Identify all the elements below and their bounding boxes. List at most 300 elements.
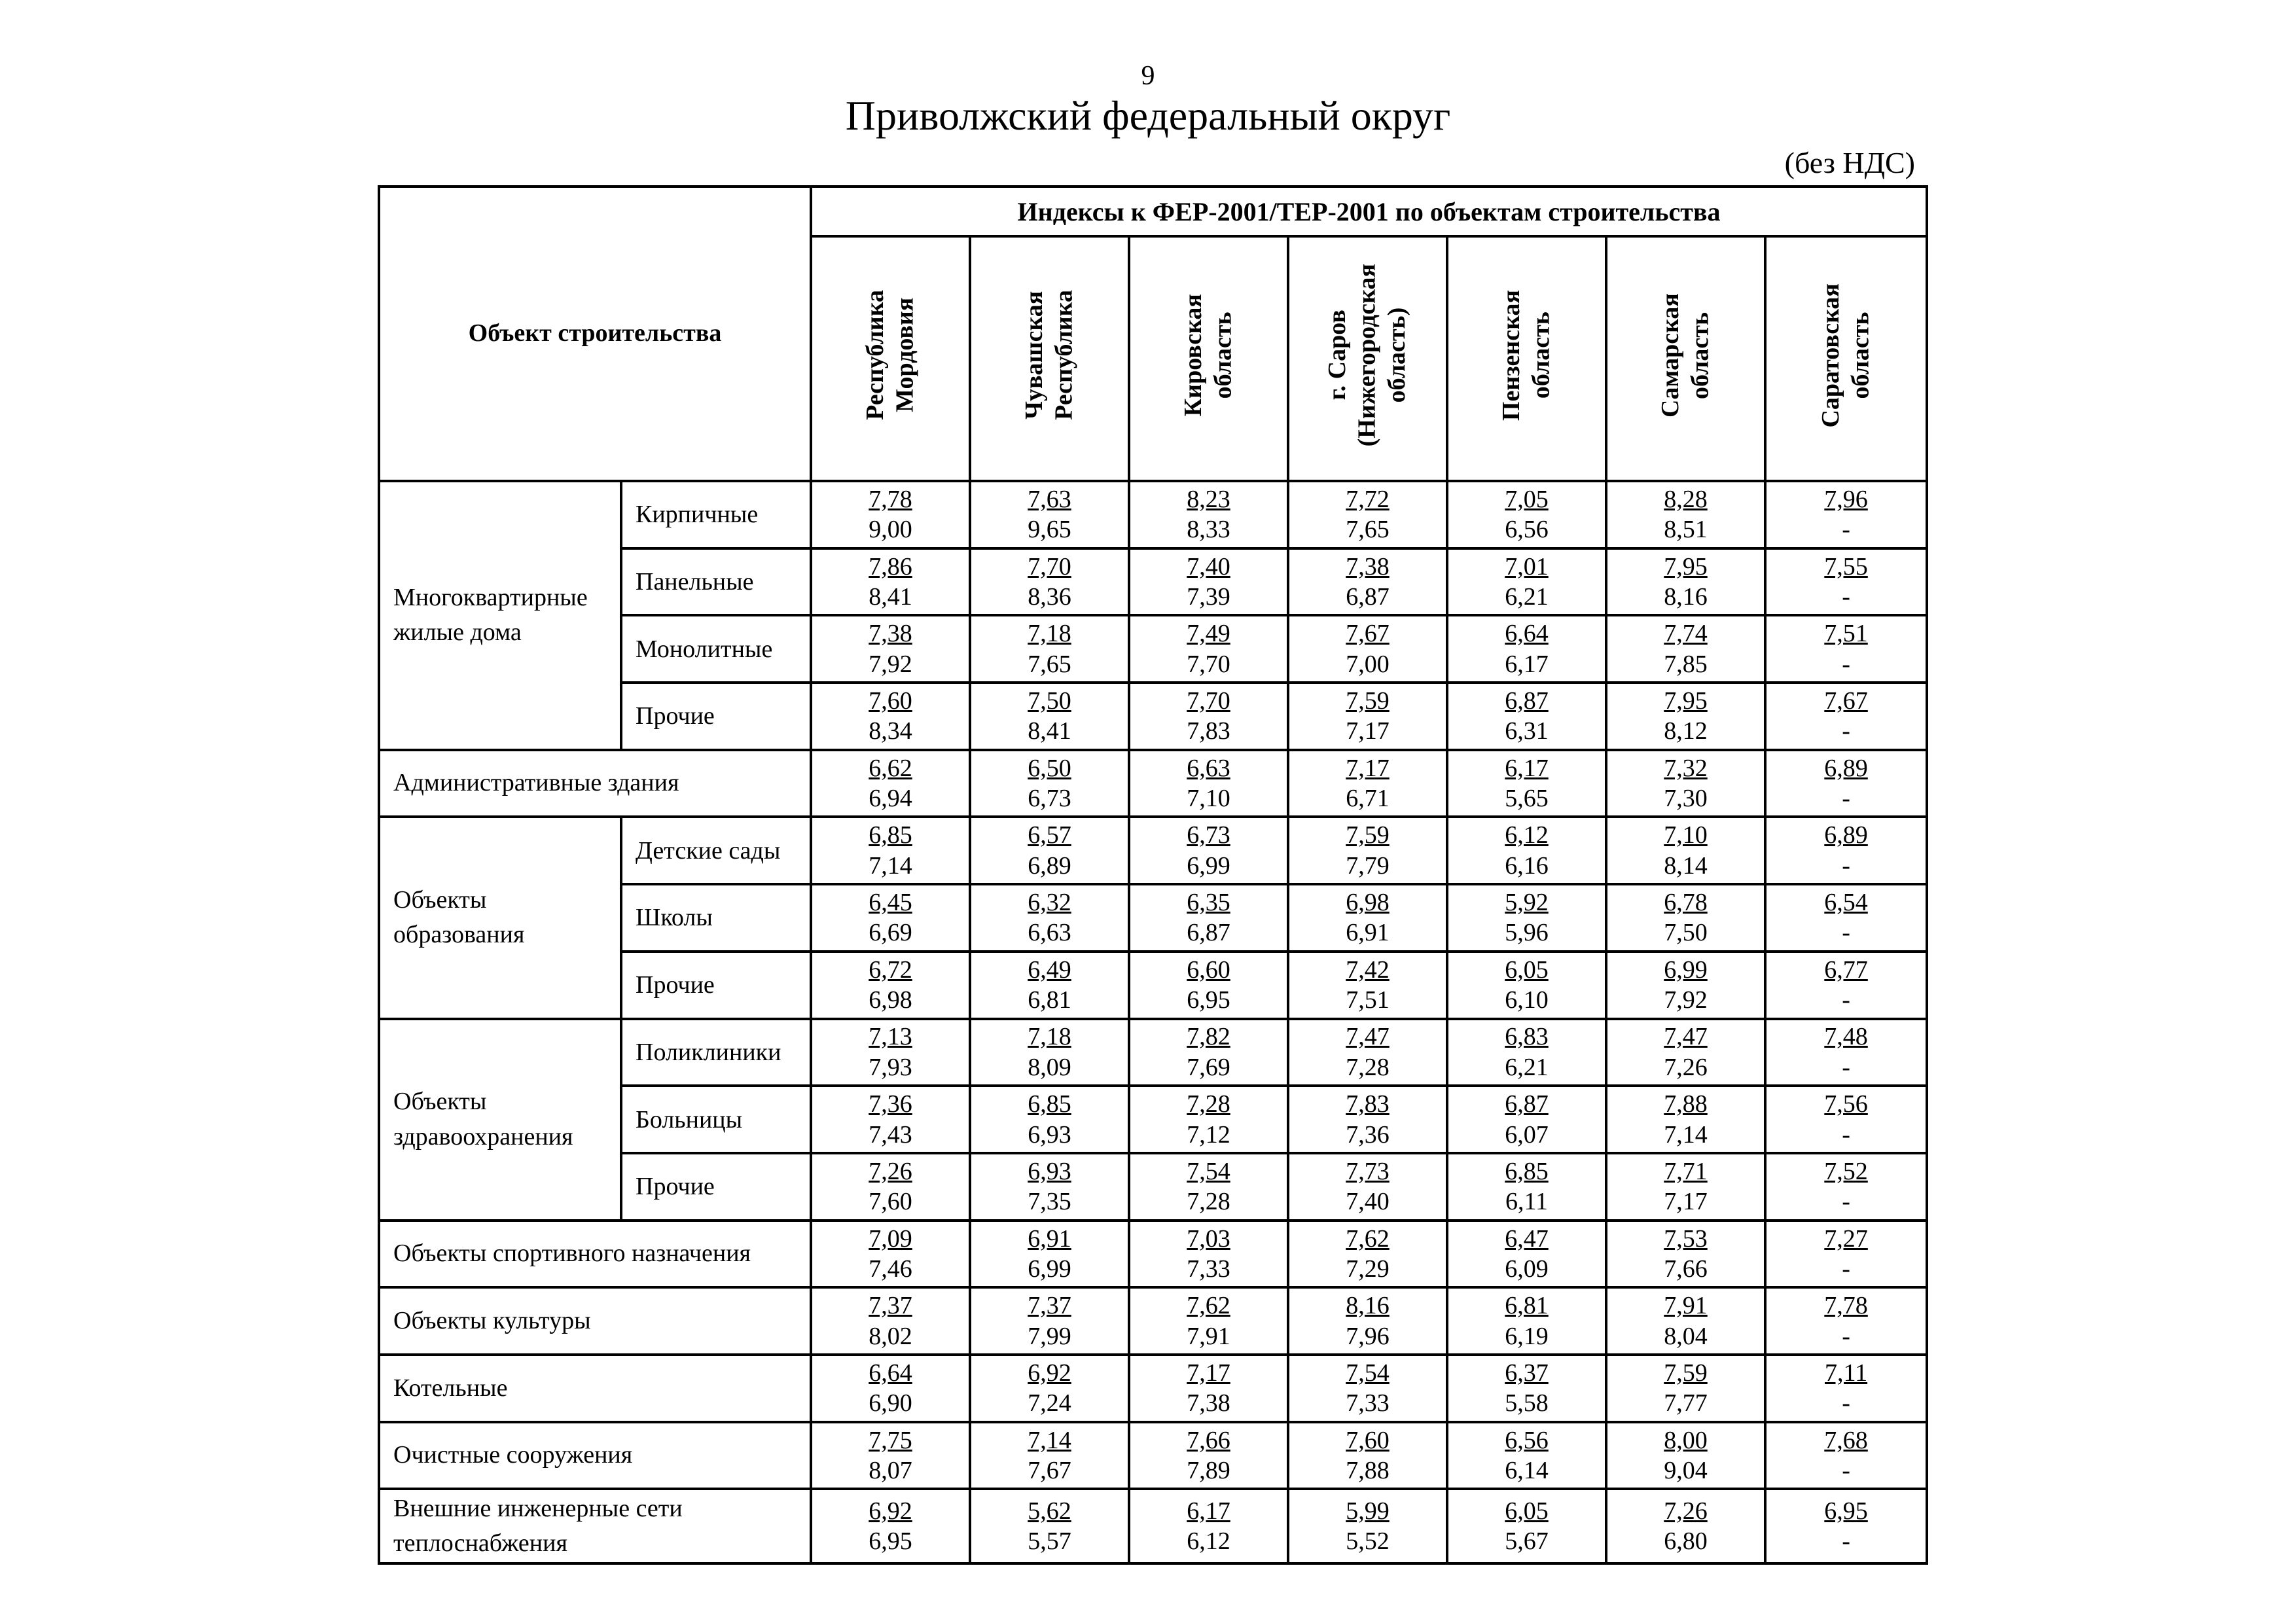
index-cell <box>1447 1153 1606 1221</box>
fer-value: 8,28 <box>1664 485 1708 513</box>
fer-value: 6,05 <box>1505 955 1549 984</box>
page-title: Приволжский федеральный округ <box>845 92 1451 139</box>
index-cell <box>1447 952 1606 1019</box>
ter-value: 6,10 <box>1505 986 1549 1014</box>
index-cell <box>970 1489 1129 1563</box>
region-header <box>970 236 1129 481</box>
fer-value: 7,62 <box>1346 1224 1390 1253</box>
index-cell <box>1129 1355 1288 1422</box>
region-name <box>1497 290 1556 421</box>
index-cell <box>1447 1221 1606 1288</box>
index-cell <box>1606 548 1765 616</box>
index-cell <box>1606 1019 1765 1086</box>
fer-value: 5,99 <box>1346 1497 1390 1525</box>
index-cell <box>811 750 970 817</box>
ter-value: 5,52 <box>1346 1527 1390 1556</box>
index-cell <box>811 481 970 548</box>
index-cell <box>970 817 1129 884</box>
fer-value: 7,67 <box>1824 687 1868 715</box>
index-cell <box>1288 1086 1447 1153</box>
region-name-line: г. Саров <box>1323 310 1352 401</box>
ter-value: 7,70 <box>1187 650 1230 678</box>
index-cell <box>1765 1221 1927 1288</box>
fer-value: 7,54 <box>1187 1157 1230 1185</box>
fer-value: 7,75 <box>869 1426 912 1454</box>
ter-value: 7,51 <box>1346 986 1390 1014</box>
fer-value: 7,82 <box>1187 1023 1230 1051</box>
index-cell <box>1447 1086 1606 1153</box>
fer-value: 7,83 <box>1346 1090 1390 1118</box>
region-name-line: область <box>1527 312 1555 399</box>
index-cell <box>811 615 970 683</box>
ter-value: - <box>1842 986 1850 1014</box>
ter-value: 6,14 <box>1505 1457 1549 1485</box>
index-cell <box>811 952 970 1019</box>
ter-value: 6,21 <box>1505 582 1549 611</box>
region-header <box>1288 236 1447 481</box>
ter-value: 7,77 <box>1664 1389 1708 1418</box>
ter-value: 7,17 <box>1346 717 1390 745</box>
index-cell <box>1129 1489 1288 1563</box>
table-row <box>379 817 1927 884</box>
region-name-line: Самарская <box>1656 293 1684 418</box>
ter-value: 8,34 <box>869 717 912 745</box>
ter-value: 7,88 <box>1346 1457 1390 1485</box>
index-cell <box>1765 1287 1927 1355</box>
fer-value: 7,47 <box>1346 1023 1390 1051</box>
category-label: Объекты образования <box>379 817 621 1018</box>
index-cell <box>970 884 1129 952</box>
index-cell <box>970 1355 1129 1422</box>
ter-value: - <box>1842 1527 1850 1556</box>
fer-value: 7,68 <box>1824 1426 1868 1454</box>
index-cell <box>1129 817 1288 884</box>
index-cell <box>1447 548 1606 616</box>
ter-value: 7,14 <box>869 851 912 880</box>
index-table <box>378 185 1928 1565</box>
index-cell <box>1288 1422 1447 1489</box>
fer-value: 7,42 <box>1346 955 1390 984</box>
ter-value: 5,57 <box>1028 1527 1071 1556</box>
index-cell <box>1606 1355 1765 1422</box>
table-row <box>379 1355 1927 1422</box>
ter-value: 7,99 <box>1028 1322 1071 1350</box>
fer-value: 7,72 <box>1346 485 1390 513</box>
index-cell <box>1129 481 1288 548</box>
ter-value: 6,87 <box>1187 919 1230 947</box>
ter-value: 8,51 <box>1664 516 1708 544</box>
index-cell <box>970 1086 1129 1153</box>
index-cell <box>1765 817 1927 884</box>
ter-value: - <box>1842 1255 1850 1283</box>
fer-value: 6,49 <box>1028 955 1071 984</box>
region-name-line: Кировская <box>1179 294 1207 417</box>
subcategory-label: Школы <box>621 884 811 952</box>
fer-value: 6,98 <box>1346 889 1390 917</box>
region-name-line: Республика <box>861 290 889 421</box>
fer-value: 6,87 <box>1505 1090 1549 1118</box>
fer-value: 6,77 <box>1824 955 1868 984</box>
index-cell <box>1288 683 1447 750</box>
ter-value: 6,56 <box>1505 516 1549 544</box>
ter-value: 7,36 <box>1346 1120 1390 1149</box>
ter-value: 7,17 <box>1664 1188 1708 1216</box>
region-name-line: область) <box>1383 308 1411 403</box>
fer-value: 6,45 <box>869 889 912 917</box>
fer-value: 6,73 <box>1187 821 1230 849</box>
index-cell <box>1288 1287 1447 1355</box>
ter-value: 7,33 <box>1346 1389 1390 1418</box>
category-label: Очистные сооружения <box>379 1422 811 1489</box>
vat-note: (без НДС) <box>1784 146 1915 179</box>
ter-value: - <box>1842 582 1850 611</box>
fer-value: 7,60 <box>869 687 912 715</box>
index-cell <box>1765 548 1927 616</box>
index-cell <box>1765 1019 1927 1086</box>
region-name-line: область <box>1846 312 1874 399</box>
fer-value: 6,57 <box>1028 821 1071 849</box>
ter-value: 7,39 <box>1187 582 1230 611</box>
fer-value: 7,28 <box>1187 1090 1230 1118</box>
fer-value: 6,47 <box>1505 1224 1549 1253</box>
index-cell <box>1447 1422 1606 1489</box>
index-cell <box>1288 548 1447 616</box>
index-cell <box>1765 1086 1927 1153</box>
category-label: Объекты спортивного назначения <box>379 1221 811 1288</box>
ter-value: 7,67 <box>1028 1457 1071 1485</box>
ter-value: 6,69 <box>869 919 912 947</box>
fer-value: 7,54 <box>1346 1359 1390 1387</box>
ter-value: 9,00 <box>869 516 912 544</box>
fer-value: 7,70 <box>1028 552 1071 580</box>
fer-value: 7,14 <box>1028 1426 1071 1454</box>
index-cell <box>1129 548 1288 616</box>
index-cell <box>1606 683 1765 750</box>
fer-value: 7,48 <box>1824 1023 1868 1051</box>
ter-value: 6,87 <box>1346 582 1390 611</box>
ter-value: 7,91 <box>1187 1322 1230 1350</box>
index-cell <box>1129 615 1288 683</box>
index-cell <box>970 1422 1129 1489</box>
fer-value: 7,53 <box>1664 1224 1708 1253</box>
index-cell <box>1447 750 1606 817</box>
fer-value: 7,10 <box>1664 821 1708 849</box>
ter-value: 6,90 <box>869 1389 912 1418</box>
subcategory-label: Прочие <box>621 1153 811 1221</box>
ter-value: 7,10 <box>1187 785 1230 813</box>
ter-value: 8,14 <box>1664 851 1708 880</box>
fer-value: 7,37 <box>1028 1292 1071 1320</box>
ter-value: 7,28 <box>1187 1188 1230 1216</box>
region-name <box>1816 283 1876 428</box>
fer-value: 7,60 <box>1346 1426 1390 1454</box>
fer-value: 7,09 <box>869 1224 912 1253</box>
index-cell <box>1129 1086 1288 1153</box>
index-cell <box>1447 884 1606 952</box>
index-cell <box>1606 750 1765 817</box>
index-cell <box>970 683 1129 750</box>
ter-value: 7,14 <box>1664 1120 1708 1149</box>
ter-value: 6,98 <box>869 986 912 1014</box>
fer-value: 6,89 <box>1824 821 1868 849</box>
fer-value: 8,16 <box>1346 1292 1390 1320</box>
fer-value: 7,73 <box>1346 1157 1390 1185</box>
index-cell <box>1288 1355 1447 1422</box>
region-name <box>861 290 920 420</box>
index-cell <box>1606 615 1765 683</box>
ter-value: 7,12 <box>1187 1120 1230 1149</box>
ter-value: 6,99 <box>1028 1255 1071 1283</box>
fer-value: 7,03 <box>1187 1224 1230 1253</box>
ter-value: - <box>1842 1322 1850 1350</box>
region-name-line: Чувашская <box>1020 291 1048 420</box>
index-cell <box>1765 952 1927 1019</box>
index-cell <box>1606 1086 1765 1153</box>
index-cell <box>1129 1422 1288 1489</box>
index-cell <box>1606 952 1765 1019</box>
fer-value: 7,05 <box>1505 485 1549 513</box>
fer-value: 7,59 <box>1664 1359 1708 1387</box>
fer-value: 6,81 <box>1505 1292 1549 1320</box>
fer-value: 6,72 <box>869 955 912 984</box>
ter-value: 7,40 <box>1346 1188 1390 1216</box>
ter-value: 7,85 <box>1664 650 1708 678</box>
category-label: Административные здания <box>379 750 811 817</box>
ter-value: 6,99 <box>1187 851 1230 880</box>
ter-value: 6,19 <box>1505 1322 1549 1350</box>
index-cell <box>811 1153 970 1221</box>
fer-value: 7,59 <box>1346 687 1390 715</box>
fer-value: 7,17 <box>1346 754 1390 782</box>
fer-value: 7,50 <box>1028 687 1071 715</box>
fer-value: 7,18 <box>1028 1023 1071 1051</box>
index-cell <box>811 1355 970 1422</box>
ter-value: 9,04 <box>1664 1457 1708 1485</box>
region-name-line: Саратовская <box>1816 283 1844 428</box>
fer-value: 6,12 <box>1505 821 1549 849</box>
index-cell <box>1288 884 1447 952</box>
subcategory-label: Монолитные <box>621 615 811 683</box>
ter-value: 7,00 <box>1346 650 1390 678</box>
fer-value: 6,37 <box>1505 1359 1549 1387</box>
ter-value: 7,92 <box>1664 986 1708 1014</box>
ter-value: 6,93 <box>1028 1120 1071 1149</box>
ter-value: 7,33 <box>1187 1255 1230 1283</box>
ter-value: 7,96 <box>1346 1322 1390 1350</box>
region-name-line: Республика <box>1050 290 1078 421</box>
fer-value: 6,89 <box>1824 754 1868 782</box>
subcategory-label: Больницы <box>621 1086 811 1153</box>
ter-value: 8,33 <box>1187 516 1230 544</box>
fer-value: 7,37 <box>869 1292 912 1320</box>
fer-value: 5,62 <box>1028 1497 1071 1525</box>
fer-value: 6,63 <box>1187 754 1230 782</box>
index-cell <box>970 481 1129 548</box>
ter-value: 5,67 <box>1505 1527 1549 1556</box>
ter-value: 8,41 <box>869 582 912 611</box>
fer-value: 6,78 <box>1664 889 1708 917</box>
ter-value: 7,66 <box>1664 1255 1708 1283</box>
ter-value: 6,91 <box>1346 919 1390 947</box>
table-row <box>379 1019 1927 1086</box>
fer-value: 6,99 <box>1664 955 1708 984</box>
ter-value: 6,12 <box>1187 1527 1230 1556</box>
subcategory-label: Кирпичные <box>621 481 811 548</box>
index-cell <box>1288 1489 1447 1563</box>
index-cell <box>1606 1153 1765 1221</box>
ter-value: 7,93 <box>869 1053 912 1081</box>
ter-value: 7,29 <box>1346 1255 1390 1283</box>
fer-value: 6,54 <box>1824 889 1868 917</box>
index-cell <box>970 1287 1129 1355</box>
fer-value: 7,51 <box>1824 620 1868 648</box>
ter-value: 7,30 <box>1664 785 1708 813</box>
index-cell <box>1288 952 1447 1019</box>
index-cell <box>1765 1355 1927 1422</box>
index-cell <box>1129 884 1288 952</box>
index-cell <box>1288 817 1447 884</box>
fer-value: 7,52 <box>1824 1157 1868 1185</box>
fer-value: 7,36 <box>869 1090 912 1118</box>
region-name-line: область <box>1686 312 1714 399</box>
fer-value: 7,96 <box>1824 485 1868 513</box>
index-cell <box>1606 1422 1765 1489</box>
region-name <box>1656 293 1715 418</box>
index-cell <box>1447 1489 1606 1563</box>
fer-value: 6,64 <box>1505 620 1549 648</box>
index-cell <box>1606 1287 1765 1355</box>
ter-value: 6,63 <box>1028 919 1071 947</box>
index-cell <box>811 1422 970 1489</box>
fer-value: 7,38 <box>1346 552 1390 580</box>
index-cell <box>1129 952 1288 1019</box>
ter-value: 5,96 <box>1505 919 1549 947</box>
fer-value: 7,86 <box>869 552 912 580</box>
index-cell <box>1288 1019 1447 1086</box>
ter-value: 6,73 <box>1028 785 1071 813</box>
region-name <box>1020 290 1079 420</box>
region-header <box>1447 236 1606 481</box>
index-cell <box>1606 1221 1765 1288</box>
fer-value: 7,71 <box>1664 1157 1708 1185</box>
ter-value: 7,35 <box>1028 1188 1071 1216</box>
ter-value: - <box>1842 1389 1850 1418</box>
fer-value: 6,85 <box>869 821 912 849</box>
category-label: Котельные <box>379 1355 811 1422</box>
ter-value: 6,81 <box>1028 986 1071 1014</box>
fer-value: 7,47 <box>1664 1023 1708 1051</box>
index-cell <box>1606 1489 1765 1563</box>
ter-value: 7,92 <box>869 650 912 678</box>
fer-value: 7,91 <box>1664 1292 1708 1320</box>
ter-value: 8,36 <box>1028 582 1071 611</box>
subcategory-label: Детские сады <box>621 817 811 884</box>
index-cell <box>1447 817 1606 884</box>
ter-value: 6,21 <box>1505 1053 1549 1081</box>
fer-value: 7,13 <box>869 1023 912 1051</box>
index-cell <box>1129 1221 1288 1288</box>
index-cell <box>1288 1221 1447 1288</box>
index-cell <box>1447 1287 1606 1355</box>
fer-value: 6,87 <box>1505 687 1549 715</box>
fer-value: 6,92 <box>869 1497 912 1525</box>
ter-value: - <box>1842 516 1850 544</box>
subcategory-label: Прочие <box>621 683 811 750</box>
fer-value: 6,62 <box>869 754 912 782</box>
ter-value: - <box>1842 1053 1850 1081</box>
ter-value: 5,65 <box>1505 785 1549 813</box>
index-cell <box>1765 481 1927 548</box>
ter-value: 7,65 <box>1028 650 1071 678</box>
index-cell <box>1447 1355 1606 1422</box>
ter-value: 6,07 <box>1505 1120 1549 1149</box>
ter-value: 7,60 <box>869 1188 912 1216</box>
subcategory-label: Поликлиники <box>621 1019 811 1086</box>
fer-value: 7,74 <box>1664 620 1708 648</box>
fer-value: 7,67 <box>1346 620 1390 648</box>
fer-value: 6,50 <box>1028 754 1071 782</box>
fer-value: 6,64 <box>869 1359 912 1387</box>
fer-value: 7,40 <box>1187 552 1230 580</box>
category-label: Многоквартирные жилые дома <box>379 481 621 750</box>
index-cell <box>811 1489 970 1563</box>
category-label: Внешние инженерные сети теплоснабжения <box>379 1489 811 1563</box>
index-cell <box>811 683 970 750</box>
ter-value: 5,58 <box>1505 1389 1549 1418</box>
fer-value: 6,35 <box>1187 889 1230 917</box>
region-header <box>1606 236 1765 481</box>
ter-value: 6,31 <box>1505 717 1549 745</box>
ter-value: 7,79 <box>1346 851 1390 880</box>
index-cell <box>1129 1287 1288 1355</box>
subcategory-label: Прочие <box>621 952 811 1019</box>
index-cell <box>970 750 1129 817</box>
table-row <box>379 750 1927 817</box>
ter-value: 8,16 <box>1664 582 1708 611</box>
ter-value: - <box>1842 650 1850 678</box>
fer-value: 7,26 <box>1664 1497 1708 1525</box>
index-cell <box>1765 1422 1927 1489</box>
index-cell <box>1129 683 1288 750</box>
index-cell <box>1288 481 1447 548</box>
ter-value: 7,65 <box>1346 516 1390 544</box>
index-cell <box>1765 1489 1927 1563</box>
index-cell <box>970 1153 1129 1221</box>
index-cell <box>970 615 1129 683</box>
fer-value: 7,78 <box>869 485 912 513</box>
index-cell <box>1765 615 1927 683</box>
fer-value: 7,38 <box>869 620 912 648</box>
category-label: Объекты культуры <box>379 1287 811 1355</box>
fer-value: 6,85 <box>1505 1157 1549 1185</box>
index-cell <box>970 548 1129 616</box>
fer-value: 7,18 <box>1028 620 1071 648</box>
fer-value: 8,23 <box>1187 485 1230 513</box>
ter-value: 6,89 <box>1028 851 1071 880</box>
fer-value: 7,26 <box>869 1157 912 1185</box>
index-cell <box>970 952 1129 1019</box>
region-name-line: Мордовия <box>891 298 919 413</box>
fer-value: 8,00 <box>1664 1426 1708 1454</box>
index-cell <box>1765 884 1927 952</box>
table-row <box>379 1287 1927 1355</box>
ter-value: - <box>1842 919 1850 947</box>
subcategory-label: Панельные <box>621 548 811 616</box>
ter-value: - <box>1842 1120 1850 1149</box>
fer-value: 7,70 <box>1187 687 1230 715</box>
index-cell <box>1288 1153 1447 1221</box>
ter-value: 9,65 <box>1028 516 1071 544</box>
